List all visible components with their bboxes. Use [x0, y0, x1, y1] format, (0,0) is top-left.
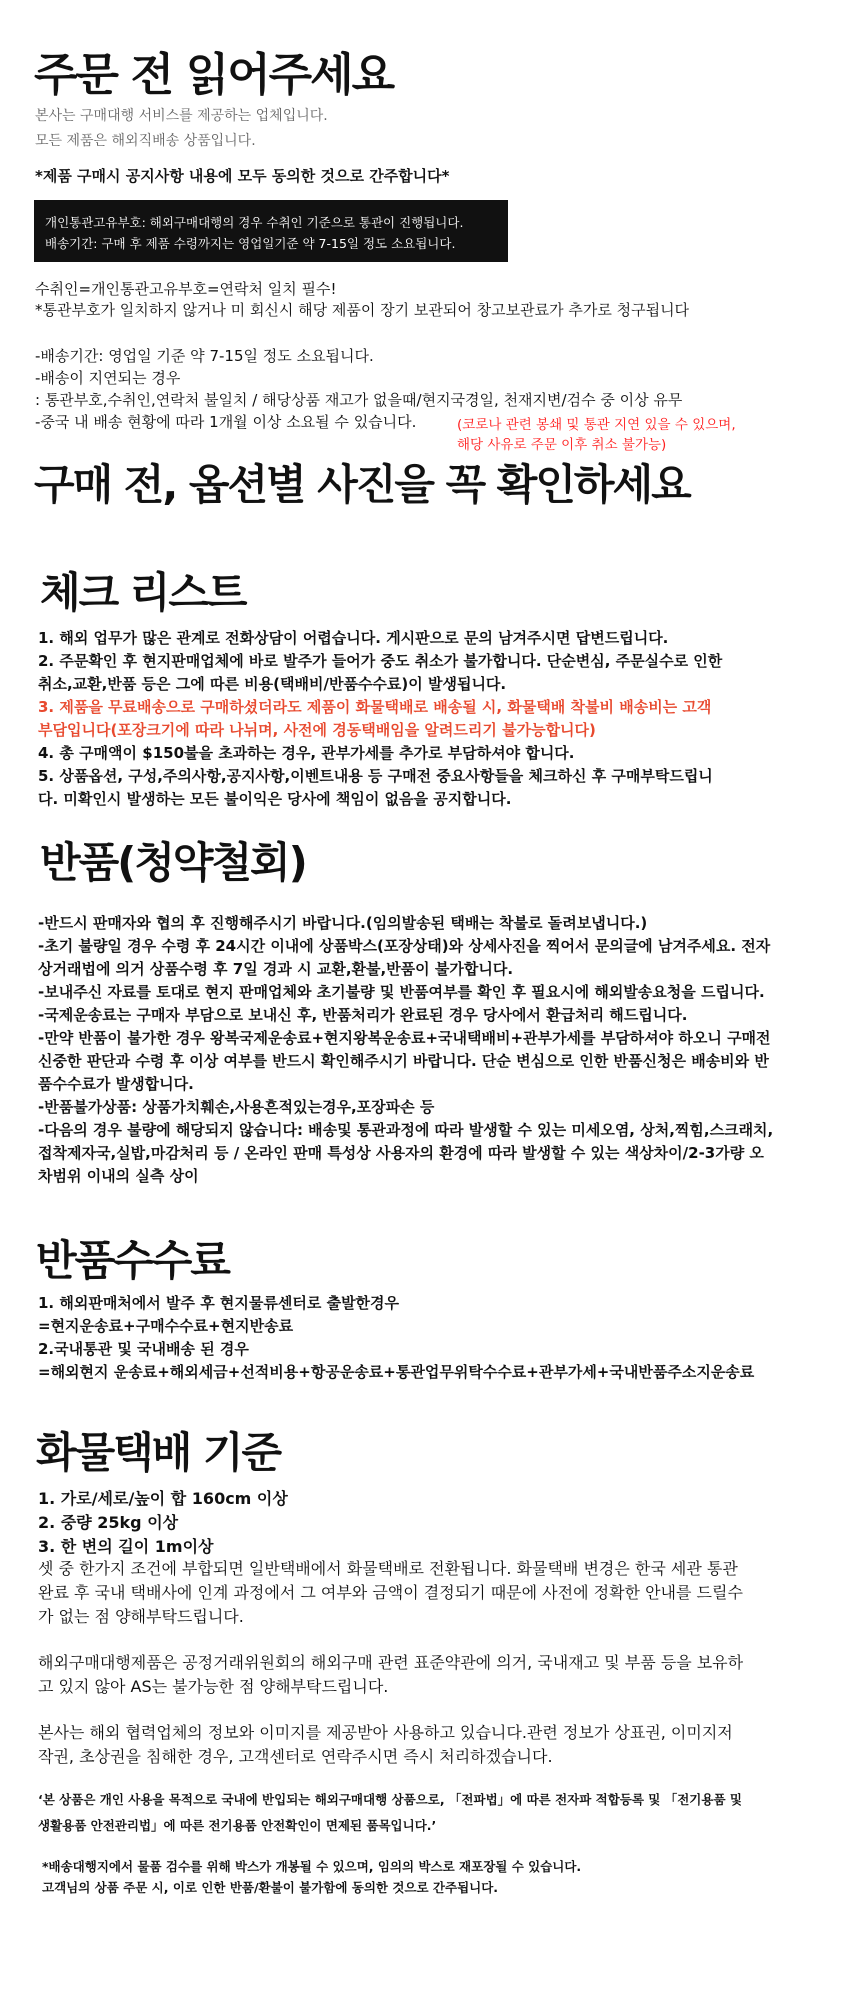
- copyright-paragraph-b: 작권, 초상권을 침해한 경우, 고객센터로 연락주시면 즉시 처리하겠습니다.: [38, 1747, 553, 1766]
- return-fee-formula-2: =해외현지 운송료+해외세금+선적비용+항공운송료+통관업무위탁수수료+관부가세+국내반품주소지운송료: [38, 1363, 755, 1381]
- returns-line-10: -다음의 경우 불량에 해당되지 않습니다: 배송및 통관과정에 따라 발생할 수 있는 미세오염, 상처,찍힘,스크래치,: [38, 1121, 774, 1139]
- china-delivery-notice: -중국 내 배송 현황에 따라 1개월 이상 소요될 수 있습니다.: [35, 413, 417, 431]
- checklist-item-5-cont: 다. 미확인시 발생하는 모든 불이익은 당사에 책임이 없음을 공지합니다.: [38, 790, 512, 808]
- cargo-paragraph-1c: 가 없는 점 양해부탁드립니다.: [38, 1607, 244, 1626]
- cargo-criteria-1: 1. 가로/세로/높이 합 160cm 이상: [38, 1489, 288, 1508]
- checklist-title: 체크 리스트: [40, 568, 246, 617]
- shipping-period: -배송기간: 영업일 기준 약 7-15일 정도 소요됩니다.: [35, 347, 374, 365]
- legal-exemption-1: ‘본 상품은 개인 사용을 목적으로 국내에 반입되는 해외구매대행 상품으로, 「전파법」에 따른 전자파 적합등록 및 「전기용품 및: [38, 1792, 742, 1807]
- returns-line-4: -보내주신 자료를 토대로 현지 판매업체와 초기불량 및 반품여부를 확인 후 필요시에 해외발송요청을 드립니다.: [38, 983, 765, 1001]
- checklist-item-2-cont: 취소,교환,반품 등은 그에 따른 비용(택배비/반품수수료)이 발생됩니다.: [38, 675, 507, 693]
- checklist-item-5: 5. 상품옵션, 구성,주의사항,공지사항,이벤트내용 등 구매전 중요사항들을 체크하신 후 구매부탁드립니: [38, 767, 713, 785]
- cargo-title: 화물택배 기준: [36, 1428, 281, 1477]
- checklist-item-4: 4. 총 구매액이 $150불을 초과하는 경우, 관부가세를 추가로 부담하셔야 합니다.: [38, 744, 575, 762]
- returns-title: 반품(청약철회): [40, 838, 306, 887]
- intro-subtitle-1: 본사는 구매대행 서비스를 제공하는 업체입니다.: [35, 108, 328, 124]
- covid-notice-1: (코로나 관련 봉쇄 및 통관 지연 있을 수 있으며,: [457, 417, 736, 433]
- customs-code-notice: 개인통관고유부호: 해외구매대행의 경우 수취인 기준으로 통관이 진행됩니다.: [45, 215, 464, 230]
- recipient-match-required: 수취인=개인통관고유부호=연락처 일치 필수!: [35, 280, 337, 298]
- shipping-delay-reasons: : 통관부호,수취인,연락처 불일치 / 해당상품 재고가 없을때/현지국경일, 천재지변/검수 중 이상 유무: [35, 391, 683, 409]
- checklist-item-1: 1. 해외 업무가 많은 관계로 전화상담이 어렵습니다. 게시판으로 문의 남겨주시면 답변드립니다.: [38, 629, 669, 647]
- as-paragraph-b: 고 있지 않아 AS는 불가능한 점 양해부탁드립니다.: [38, 1677, 389, 1696]
- returns-line-1: -반드시 판매자와 협의 후 진행해주시기 바랍니다.(임의발송된 택배는 착불로 돌려보냅니다.): [38, 914, 648, 932]
- returns-line-11: 접착제자국,실밥,마감처리 등 / 온라인 판매 특성상 사용자의 환경에 따라 발생할 수 있는 색상차이/2-3가량 오: [38, 1144, 764, 1162]
- cargo-criteria-3: 3. 한 변의 길이 1m이상: [38, 1537, 214, 1556]
- returns-line-3: 상거래법에 의거 상품수령 후 7일 경과 시 교환,환불,반품이 불가합니다.: [38, 960, 514, 978]
- covid-notice-2: 해당 사유로 주문 이후 취소 불가능): [457, 437, 667, 453]
- checklist-item-3-cont: 부담입니다(포장크기에 따라 나뉘며, 사전에 경동택배임을 알려드리기 불가능합니다): [38, 721, 596, 739]
- checklist-item-2: 2. 주문확인 후 현지판매업체에 바로 발주가 들어가 중도 취소가 불가합니다. 단순변심, 주문실수로 인한: [38, 652, 723, 670]
- cargo-criteria-2: 2. 중량 25kg 이상: [38, 1513, 179, 1532]
- returns-line-9: -반품불가상품: 상품가치훼손,사용흔적있는경우,포장파손 등: [38, 1098, 435, 1116]
- page-title: 주문 전 읽어주세요: [34, 48, 394, 101]
- option-photo-title: 구매 전, 옵션별 사진을 꼭 확인하세요: [34, 460, 690, 509]
- returns-line-5: -국제운송료는 구매자 부담으로 보내신 후, 반품처리가 완료된 경우 당사에서 환급처리 해드립니다.: [38, 1006, 688, 1024]
- cargo-paragraph-1a: 셋 중 한가지 조건에 부합되면 일반택배에서 화물택배로 전환됩니다. 화물택배 변경은 한국 세관 통관: [38, 1559, 738, 1578]
- legal-exemption-2: 생활용품 안전관리법」에 따른 전기용품 안전확인이 면제된 품목입니다.’: [38, 1818, 437, 1833]
- checklist-item-3: 3. 제품을 무료배송으로 구매하셨더라도 제품이 화물택배로 배송될 시, 화물택배 착불비 배송비는 고객: [38, 698, 712, 716]
- repack-notice-2: 고객님의 상품 주문 시, 이로 인한 반품/환불이 불가함에 동의한 것으로 간주됩니다.: [42, 1880, 499, 1895]
- return-fee-title: 반품수수료: [36, 1236, 229, 1285]
- returns-line-12: 차범위 이내의 실측 상이: [38, 1167, 199, 1185]
- customs-notice-box: [34, 200, 508, 262]
- returns-line-2: -초기 불량일 경우 수령 후 24시간 이내에 상품박스(포장상태)와 상세사진을 찍어서 문의글에 남겨주세요. 전자: [38, 937, 771, 955]
- copyright-paragraph-a: 본사는 해외 협력업체의 정보와 이미지를 제공받아 사용하고 있습니다.관련 정보가 상표권, 이미지저: [38, 1723, 733, 1742]
- returns-line-7: 신중한 판단과 수령 후 이상 여부를 반드시 확인해주시기 바랍니다. 단순 변심으로 인한 반품신청은 배송비와 반: [38, 1052, 769, 1070]
- returns-line-8: 품수수료가 발생합니다.: [38, 1075, 194, 1093]
- return-fee-case-2: 2.국내통관 및 국내배송 된 경우: [38, 1340, 249, 1358]
- delivery-period-notice: 배송기간: 구매 후 제품 수령까지는 영업일기준 약 7-15일 정도 소요됩니다.: [45, 236, 456, 251]
- return-fee-case-1: 1. 해외판매처에서 발주 후 현지물류센터로 출발한경우: [38, 1294, 400, 1312]
- returns-line-6: -만약 반품이 불가한 경우 왕복국제운송료+현지왕복운송료+국내택배비+관부가세를 부담하셔야 하오니 구매전: [38, 1029, 771, 1047]
- agreement-notice: *제품 구매시 공지사항 내용에 모두 동의한 것으로 간주합니다*: [35, 167, 450, 185]
- intro-subtitle-2: 모든 제품은 해외직배송 상품입니다.: [35, 133, 256, 149]
- return-fee-formula-1: =현지운송료+구매수수료+현지반송료: [38, 1317, 294, 1335]
- repack-notice-1: *배송대행지에서 물품 검수를 위해 박스가 개봉될 수 있으며, 임의의 박스로 재포장될 수 있습니다.: [42, 1859, 582, 1874]
- customs-mismatch-warning: *통관부호가 일치하지 않거나 미 회신시 해당 제품이 장기 보관되어 창고보관료가 추가로 청구됩니다: [35, 301, 690, 319]
- as-paragraph-a: 해외구매대행제품은 공정거래위원회의 해외구매 관련 표준약관에 의거, 국내재고 및 부품 등을 보유하: [38, 1653, 744, 1672]
- cargo-paragraph-1b: 완료 후 국내 택배사에 인계 과정에서 그 여부와 금액이 결정되기 때문에 사전에 정확한 안내를 드릴수: [38, 1583, 743, 1602]
- shipping-delay-heading: -배송이 지연되는 경우: [35, 369, 181, 387]
